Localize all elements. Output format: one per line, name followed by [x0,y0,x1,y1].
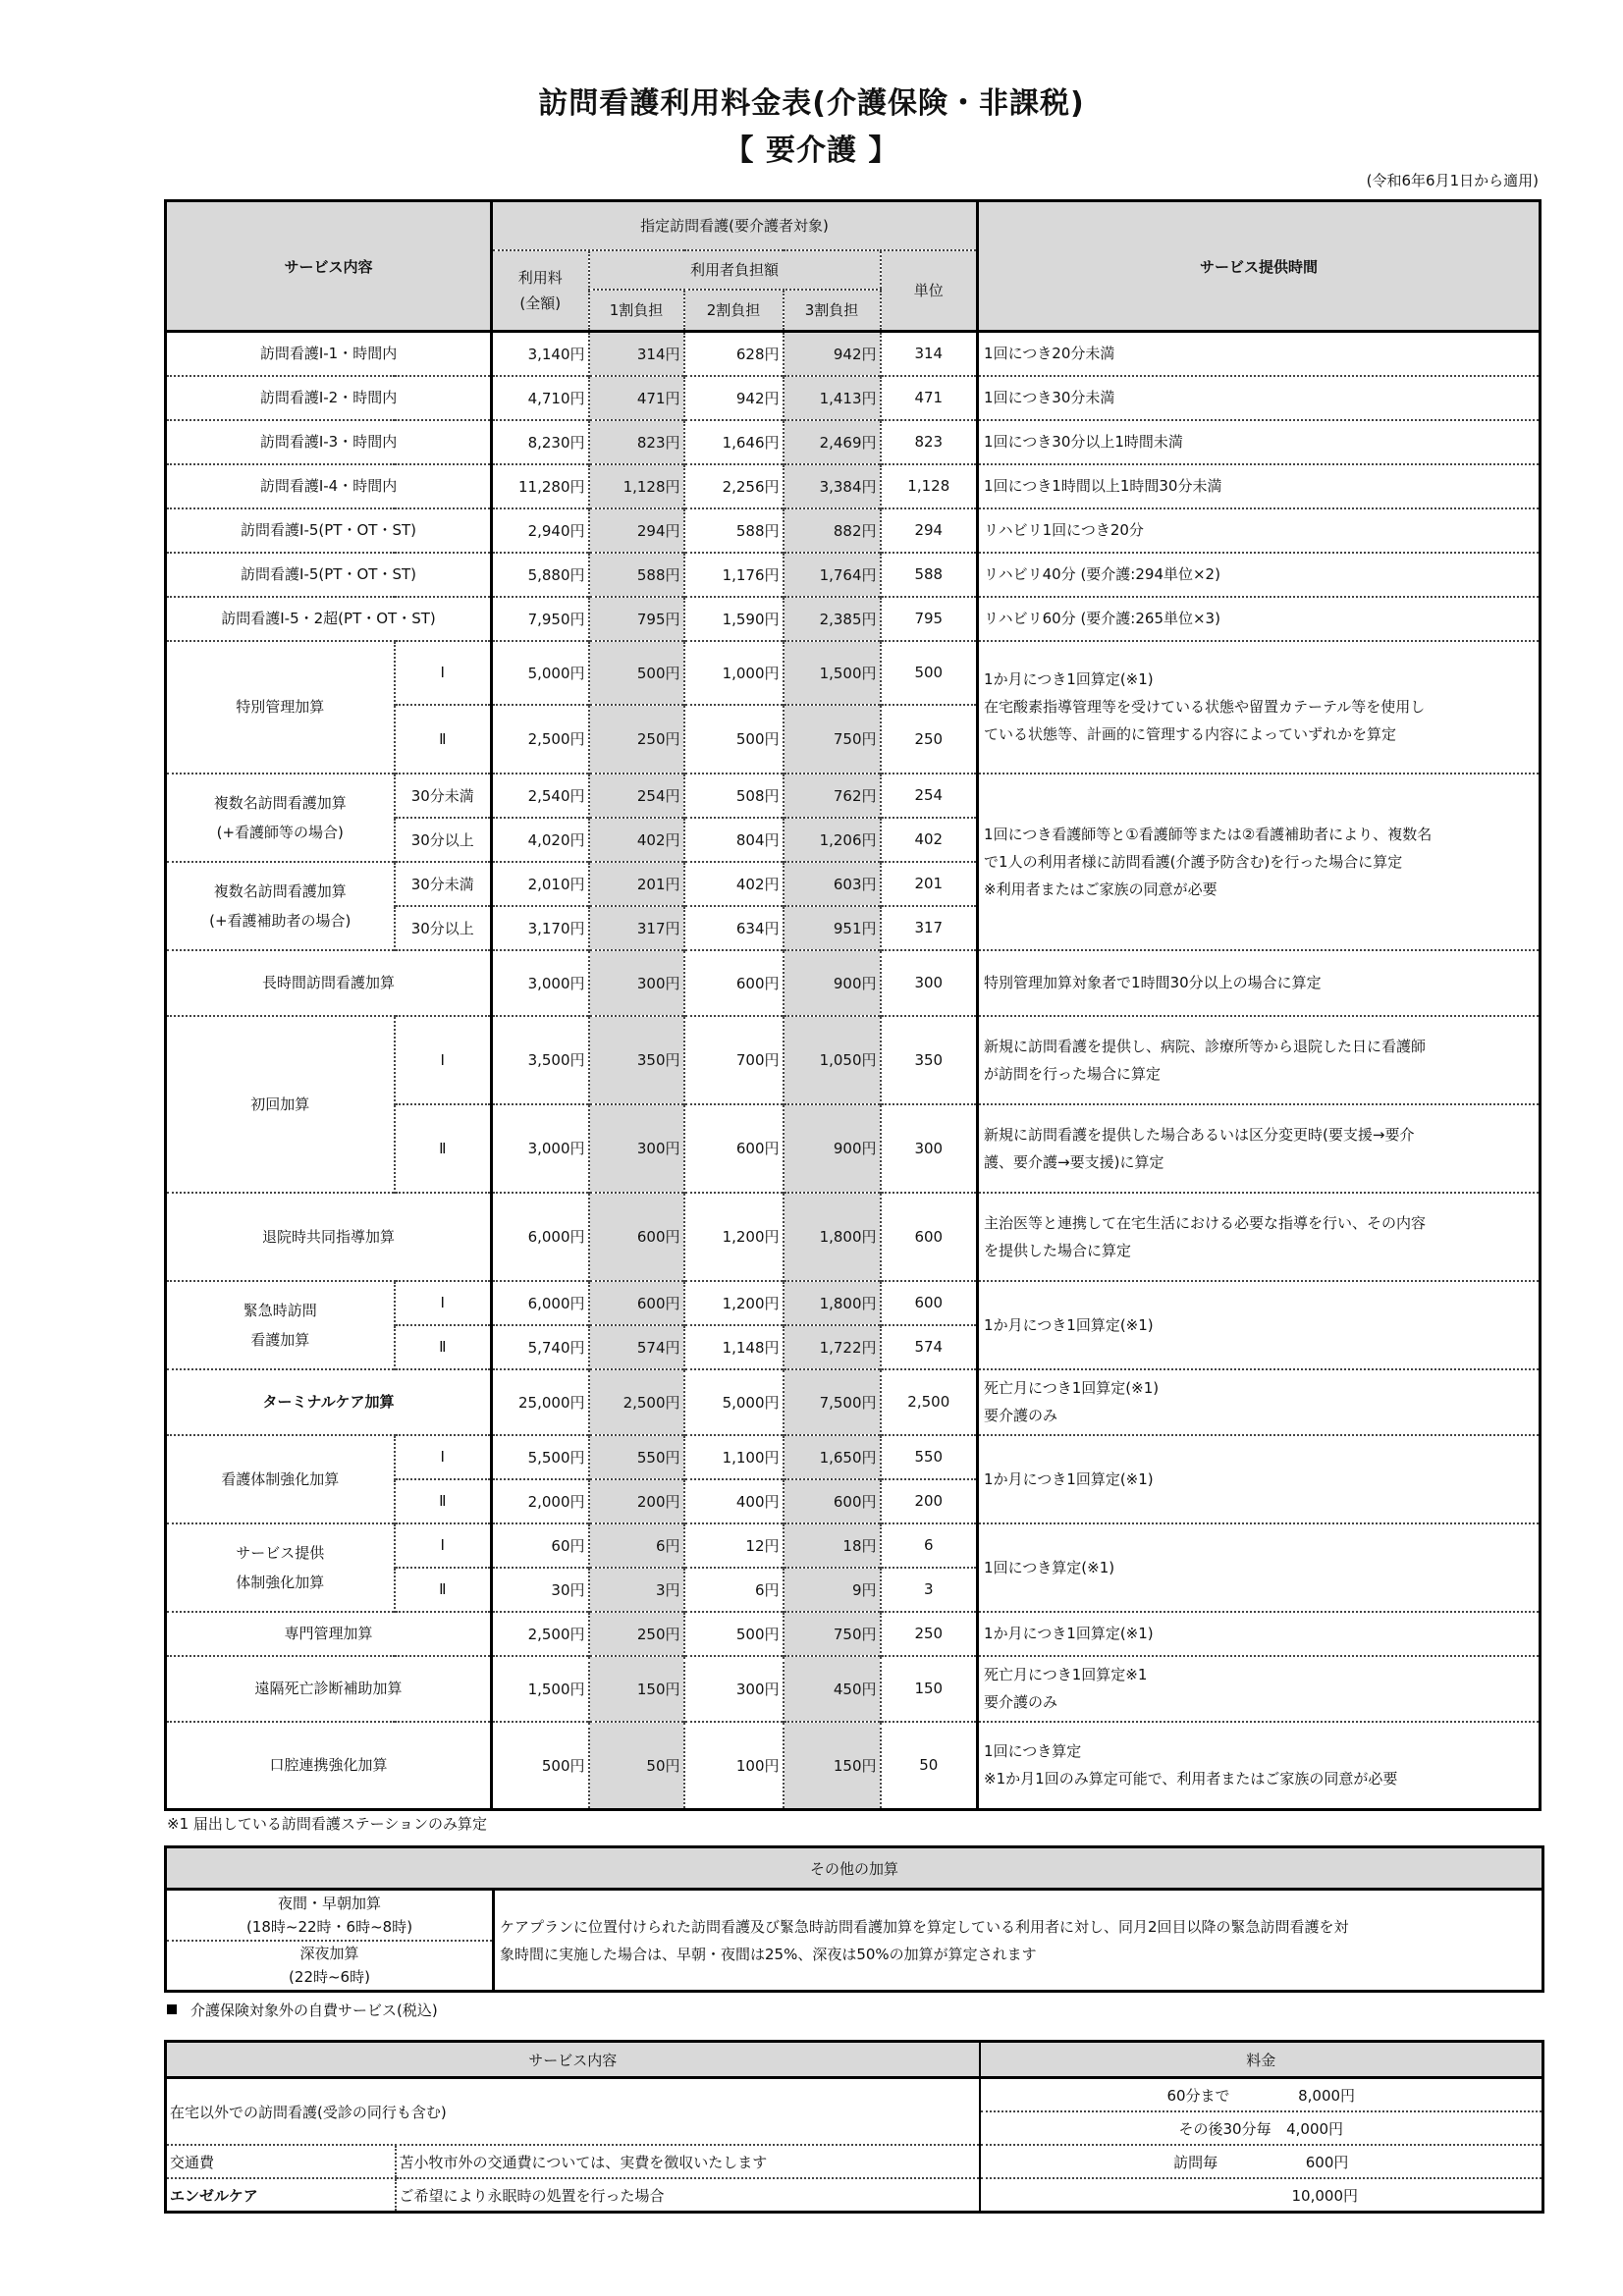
service-name: 訪問看護Ⅰ-2・時間内 [166,376,492,420]
terminal-row [166,1369,1541,1435]
unit-value: 600 [881,1281,978,1325]
fee-full: 11,280円 [492,464,589,508]
copay-20pct: 5,000円 [684,1369,784,1435]
unit-value: 3 [881,1568,978,1612]
angel-care-fee: 10,000円 [980,2178,1543,2213]
copay-20pct: 1,148円 [684,1325,784,1369]
fee2-value: 4,000円 [1286,2119,1344,2138]
unit-value: 300 [881,950,978,1016]
unit-value: 50 [881,1722,978,1810]
copay-30pct: 1,764円 [784,553,881,597]
table-row [166,332,1541,376]
sub-category: 30分未満 [395,862,492,906]
sub-category: Ⅱ [395,1325,492,1369]
unit-value: 402 [881,818,978,862]
sub-category: Ⅰ [395,1016,492,1104]
fukusu-row [166,774,1541,818]
service-name-line: 緊急時訪問 [243,1301,317,1319]
extra-rows [166,641,1541,1810]
unit-value: 250 [881,705,978,774]
fee-full: 3,170円 [492,906,589,950]
copay-30pct: 1,500円 [784,641,881,705]
koukuu-row [166,1722,1541,1810]
fee-full: 5,880円 [492,553,589,597]
sub-category: 30分未満 [395,774,492,818]
unit-value: 588 [881,553,978,597]
copay-30pct: 1,722円 [784,1325,881,1369]
desc-line: 要介護のみ [984,1407,1058,1424]
fee-full: 2,500円 [492,1612,589,1656]
service-name-line: (+看護補助者の場合) [209,911,352,930]
service-name: 口腔連携強化加算 [166,1722,492,1810]
desc-line: 死亡月につき1回算定(※1) [984,1379,1160,1397]
desc-line: 在宅酸素指導管理等を受けている状態や留置カテーテル等を使用し [984,698,1426,716]
fee2-label: その後30分毎 [1178,2119,1271,2138]
basic-rows [166,332,1541,641]
copay-20pct: 600円 [684,1104,784,1193]
transport-fee-value: 600円 [1305,2153,1349,2171]
self-pay-table [164,2040,1544,2214]
fee-full: 4,020円 [492,818,589,862]
service-time-desc: 1回につき算定(※1) [978,1523,1541,1612]
senmon-row [166,1612,1541,1656]
copay-10pct: 317円 [589,906,684,950]
choujikan-row [166,950,1541,1016]
sub-category: Ⅱ [395,1104,492,1193]
outside-home-fee2 [980,2111,1543,2145]
header-unit: 単位 [881,250,978,332]
transport-desc: 苫小牧市外の交通費については、実費を徴収いたします [396,2145,980,2178]
desc-line: 死亡月につき1回算定※1 [984,1666,1148,1683]
header-copay1: 1割負担 [589,290,684,332]
copay-20pct: 1,176円 [684,553,784,597]
service-time-desc: 1か月につき1回算定(※1) [978,1281,1541,1369]
header-fee-full [492,250,589,332]
service-time-desc [978,1369,1541,1435]
service-name: 訪問看護Ⅰ-5・2超(PT・OT・ST) [166,597,492,641]
table-row [166,420,1541,464]
copay-30pct: 951円 [784,906,881,950]
copay-10pct: 500円 [589,641,684,705]
copay-30pct: 762円 [784,774,881,818]
unit-value: 201 [881,862,978,906]
fee-full: 6,000円 [492,1193,589,1281]
service-time-desc: 1回につき1時間以上1時間30分未満 [978,464,1541,508]
copay-20pct: 300円 [684,1656,784,1722]
copay-10pct: 795円 [589,597,684,641]
service-time-desc [978,774,1541,950]
copay-30pct: 1,050円 [784,1016,881,1104]
fee-full: 25,000円 [492,1369,589,1435]
copay-30pct: 1,800円 [784,1281,881,1325]
copay-20pct: 942円 [684,376,784,420]
copay-20pct: 1,200円 [684,1193,784,1281]
unit-value: 150 [881,1656,978,1722]
header-copay3: 3割負担 [784,290,881,332]
other-desc-line2: 象時間に実施した場合は、早朝・夜間は25%、深夜は50%の加算が算定されます [500,1945,1037,1963]
sub-category: Ⅰ [395,641,492,705]
copay-10pct: 350円 [589,1016,684,1104]
unit-value: 600 [881,1193,978,1281]
service-time-desc: 1回につき30分未満 [978,376,1541,420]
service-name-line: 複数名訪問看護加算 [213,881,347,900]
copay-10pct: 823円 [589,420,684,464]
desc-line: ※利用者またはご家族の同意が必要 [984,880,1217,898]
copay-20pct: 804円 [684,818,784,862]
shokai-row [166,1016,1541,1104]
copay-10pct: 550円 [589,1435,684,1479]
sub-category: Ⅰ [395,1435,492,1479]
desc-line: を提供した場合に算定 [984,1241,1132,1259]
sub-category: Ⅱ [395,1479,492,1523]
fee-full: 4,710円 [492,376,589,420]
copay-10pct: 300円 [589,1104,684,1193]
fee-full: 5,000円 [492,641,589,705]
copay-20pct: 1,100円 [684,1435,784,1479]
fee-full: 7,950円 [492,597,589,641]
copay-20pct: 100円 [684,1722,784,1810]
header-time: サービス提供時間 [978,201,1541,332]
transport-fee-label: 訪問毎 [1173,2153,1218,2171]
desc-line: 1回につき看護師等と①看護師等または②看護補助者により、複数名 [984,825,1433,843]
other-desc-line1: ケアプランに位置付けられた訪問看護及び緊急時訪問看護加算を算定している利用者に対し、同月2回目以降の緊急訪問看護を対 [500,1917,1349,1936]
service-name-line: 体制強化加算 [236,1573,325,1591]
table-row [166,376,1541,420]
copay-10pct: 588円 [589,553,684,597]
copay-20pct: 1,646円 [684,420,784,464]
copay-30pct: 1,413円 [784,376,881,420]
copay-30pct: 600円 [784,1479,881,1523]
service-time-desc: リハビリ60分 (要介護:265単位×3) [978,597,1541,641]
service-time-desc: 1か月につき1回算定(※1) [978,1612,1541,1656]
header-copay2: 2割負担 [684,290,784,332]
copay-30pct: 750円 [784,705,881,774]
unit-value: 823 [881,420,978,464]
table-row [166,553,1541,597]
copay-20pct: 628円 [684,332,784,376]
unit-value: 300 [881,1104,978,1193]
table-row [166,597,1541,641]
copay-20pct: 402円 [684,862,784,906]
copay-30pct: 750円 [784,1612,881,1656]
copay-10pct: 6円 [589,1523,684,1568]
fee-full: 2,010円 [492,862,589,906]
copay-20pct: 1,590円 [684,597,784,641]
self-header-service: サービス内容 [166,2042,980,2078]
taiin-row [166,1193,1541,1281]
copay-10pct: 600円 [589,1193,684,1281]
copay-20pct: 1,200円 [684,1281,784,1325]
unit-value: 500 [881,641,978,705]
service-name: 訪問看護Ⅰ-4・時間内 [166,464,492,508]
service-teikyo-row [166,1523,1541,1568]
late-label-line2: (22時~6時) [289,1968,370,1987]
service-time-desc [978,1016,1541,1104]
copay-10pct: 300円 [589,950,684,1016]
header-fee-full-line1: 利用料 [517,268,563,287]
copay-20pct: 6円 [684,1568,784,1612]
service-time-desc [978,1656,1541,1722]
copay-30pct: 1,206円 [784,818,881,862]
copay-30pct: 1,650円 [784,1435,881,1479]
unit-value: 574 [881,1325,978,1369]
service-name-line: サービス提供 [236,1543,325,1562]
copay-30pct: 900円 [784,950,881,1016]
footnote: ※1 届出している訪問看護ステーションのみ算定 [167,1815,487,1833]
fee-full: 60円 [492,1523,589,1568]
fee-table [164,199,1542,1811]
header-fee-full-line2: (全額) [519,294,562,312]
desc-line: ている状態等、計画的に管理する内容によっていずれかを算定 [984,725,1397,743]
copay-30pct: 2,469円 [784,420,881,464]
copay-10pct: 150円 [589,1656,684,1722]
transport-label: 交通費 [166,2145,396,2178]
unit-value: 795 [881,597,978,641]
unit-value: 2,500 [881,1369,978,1435]
desc-line: で1人の利用者様に訪問看護(介護予防含む)を行った場合に算定 [984,852,1403,871]
self-pay-title-text: 介護保険対象外の自費サービス(税込) [190,2002,438,2019]
unit-value: 550 [881,1435,978,1479]
unit-value: 294 [881,508,978,553]
sub-category: 30分以上 [395,906,492,950]
fee1-value: 8,000円 [1298,2086,1356,2105]
table-row [166,508,1541,553]
table-row [166,464,1541,508]
service-name: 訪問看護Ⅰ-1・時間内 [166,332,492,376]
fee-full: 1,500円 [492,1656,589,1722]
service-time-desc: リハビリ1回につき20分 [978,508,1541,553]
desc-line: 護、要介護→要支援)に算定 [984,1152,1164,1171]
angel-care-desc: ご希望により永眠時の処置を行った場合 [396,2178,980,2213]
copay-20pct: 508円 [684,774,784,818]
service-time-desc: リハビリ40分 (要介護:294単位×2) [978,553,1541,597]
service-name: 訪問看護Ⅰ-5(PT・OT・ST) [166,553,492,597]
copay-20pct: 500円 [684,705,784,774]
service-time-desc: 1か月につき1回算定(※1) [978,1435,1541,1523]
other-header: その他の加算 [166,1847,1543,1890]
copay-30pct: 1,800円 [784,1193,881,1281]
copay-10pct: 402円 [589,818,684,862]
transport-fee [980,2145,1543,2178]
copay-10pct: 250円 [589,1612,684,1656]
copay-10pct: 314円 [589,332,684,376]
copay-10pct: 471円 [589,376,684,420]
service-name: 専門管理加算 [166,1612,492,1656]
unit-value: 254 [881,774,978,818]
copay-10pct: 250円 [589,705,684,774]
copay-30pct: 2,385円 [784,597,881,641]
fee-full: 5,740円 [492,1325,589,1369]
unit-value: 1,128 [881,464,978,508]
fee-full: 3,500円 [492,1016,589,1104]
service-time-desc [978,1722,1541,1810]
unit-value: 471 [881,376,978,420]
night-label [166,1890,494,1941]
copay-10pct: 201円 [589,862,684,906]
header-group: 指定訪問看護(要介護者対象) [492,201,978,250]
copay-20pct: 588円 [684,508,784,553]
copay-10pct: 3円 [589,1568,684,1612]
header-copay-group: 利用者負担額 [589,250,881,290]
sub-category: Ⅰ [395,1523,492,1568]
copay-30pct: 18円 [784,1523,881,1568]
service-name [166,774,395,862]
fee-full: 5,500円 [492,1435,589,1479]
fee-full: 2,540円 [492,774,589,818]
copay-30pct: 150円 [784,1722,881,1810]
service-name: 遠隔死亡診断補助加算 [166,1656,492,1722]
copay-10pct: 200円 [589,1479,684,1523]
copay-20pct: 400円 [684,1479,784,1523]
kinkyu-row [166,1281,1541,1325]
taisei-row [166,1435,1541,1479]
service-time-desc [978,1104,1541,1193]
copay-20pct: 600円 [684,950,784,1016]
copay-10pct: 600円 [589,1281,684,1325]
unit-value: 250 [881,1612,978,1656]
desc-line: 1回につき算定 [984,1742,1082,1761]
copay-30pct: 900円 [784,1104,881,1193]
fee-full: 3,000円 [492,950,589,1016]
fee-full: 8,230円 [492,420,589,464]
sub-category: 30分以上 [395,818,492,862]
service-time-desc [978,641,1541,774]
copay-30pct: 450円 [784,1656,881,1722]
copay-30pct: 882円 [784,508,881,553]
late-night-label [166,1941,494,1992]
tokubetsu-row [166,641,1541,705]
service-name: 訪問看護Ⅰ-5(PT・OT・ST) [166,508,492,553]
copay-10pct: 50円 [589,1722,684,1810]
unit-value: 6 [881,1523,978,1568]
other-additions-table [164,1845,1544,1993]
service-time-desc: 1回につき20分未満 [978,332,1541,376]
fee-full: 30円 [492,1568,589,1612]
copay-10pct: 254円 [589,774,684,818]
self-pay-section-title [167,2000,438,2020]
desc-line: 要介護のみ [984,1693,1058,1711]
page-subtitle: 【 要介護 】 [724,133,899,168]
fee-full: 2,500円 [492,705,589,774]
service-name [166,1281,395,1369]
copay-20pct: 2,256円 [684,464,784,508]
copay-10pct: 294円 [589,508,684,553]
copay-30pct: 603円 [784,862,881,906]
night-label-line2: (18時~22時・6時~8時) [245,1917,413,1936]
sub-category: Ⅱ [395,1568,492,1612]
late-label-line1: 深夜加算 [299,1945,359,1963]
copay-20pct: 1,000円 [684,641,784,705]
service-name: 退院時共同指導加算 [166,1193,492,1281]
service-time-desc: 特別管理加算対象者で1時間30分以上の場合に算定 [978,950,1541,1016]
desc-line: 主治医等と連携して在宅生活における必要な指導を行い、その内容 [984,1213,1427,1232]
desc-line: 1か月につき1回算定(※1) [984,670,1154,688]
fee-full: 3,140円 [492,332,589,376]
copay-30pct: 3,384円 [784,464,881,508]
angel-care-label: エンゼルケア [170,2186,258,2205]
service-name: 特別管理加算 [166,641,395,774]
service-name: 訪問看護Ⅰ-3・時間内 [166,420,492,464]
service-time-desc: 1回につき30分以上1時間未満 [978,420,1541,464]
fee-full: 2,000円 [492,1479,589,1523]
service-name: 初回加算 [166,1016,395,1193]
night-label-line1: 夜間・早朝加算 [277,1894,381,1912]
outside-home-label: 在宅以外での訪問看護(受診の同行も含む) [166,2078,980,2146]
desc-line: が訪問を行った場合に算定 [984,1064,1162,1083]
fee-full: 2,940円 [492,508,589,553]
desc-line: 新規に訪問看護を提供した場合あるいは区分変更時(要支援→要介 [984,1125,1415,1144]
copay-10pct: 574円 [589,1325,684,1369]
copay-20pct: 700円 [684,1016,784,1104]
service-name: 看護体制強化加算 [166,1435,395,1523]
service-name [166,1523,395,1612]
enkaku-row [166,1656,1541,1722]
page-title: 訪問看護利用料金表(介護保険・非課税) [538,86,1085,121]
effective-date: (令和6年6月1日から適用) [1366,172,1539,189]
other-desc [494,1890,1543,1992]
square-bullet-icon [167,2004,177,2014]
service-name-line: (+看護師等の場合) [216,823,344,841]
sub-category: Ⅱ [395,705,492,774]
copay-20pct: 500円 [684,1612,784,1656]
self-header-fee: 料金 [980,2042,1543,2078]
header-service: サービス内容 [166,201,492,332]
desc-line: 新規に訪問看護を提供し、病院、診療所等から退院した日に看護師 [984,1037,1427,1055]
service-name: ターミナルケア加算 [166,1369,492,1435]
copay-30pct: 9円 [784,1568,881,1612]
copay-30pct: 942円 [784,332,881,376]
unit-value: 350 [881,1016,978,1104]
copay-20pct: 634円 [684,906,784,950]
copay-10pct: 2,500円 [589,1369,684,1435]
desc-line: ※1か月1回のみ算定可能で、利用者またはご家族の同意が必要 [984,1770,1398,1789]
sub-category: Ⅰ [395,1281,492,1325]
unit-value: 317 [881,906,978,950]
service-name: 長時間訪問看護加算 [166,950,492,1016]
fee-full: 3,000円 [492,1104,589,1193]
unit-value: 200 [881,1479,978,1523]
fee1-label: 60分まで [1166,2086,1230,2105]
service-name-line: 看護加算 [250,1330,310,1349]
fee-full: 6,000円 [492,1281,589,1325]
copay-30pct: 7,500円 [784,1369,881,1435]
service-time-desc [978,1193,1541,1281]
service-name-line: 複数名訪問看護加算 [213,793,347,812]
outside-home-fee1 [980,2078,1543,2112]
service-name [166,862,395,950]
copay-20pct: 12円 [684,1523,784,1568]
copay-10pct: 1,128円 [589,464,684,508]
fee-full: 500円 [492,1722,589,1810]
unit-value: 314 [881,332,978,376]
